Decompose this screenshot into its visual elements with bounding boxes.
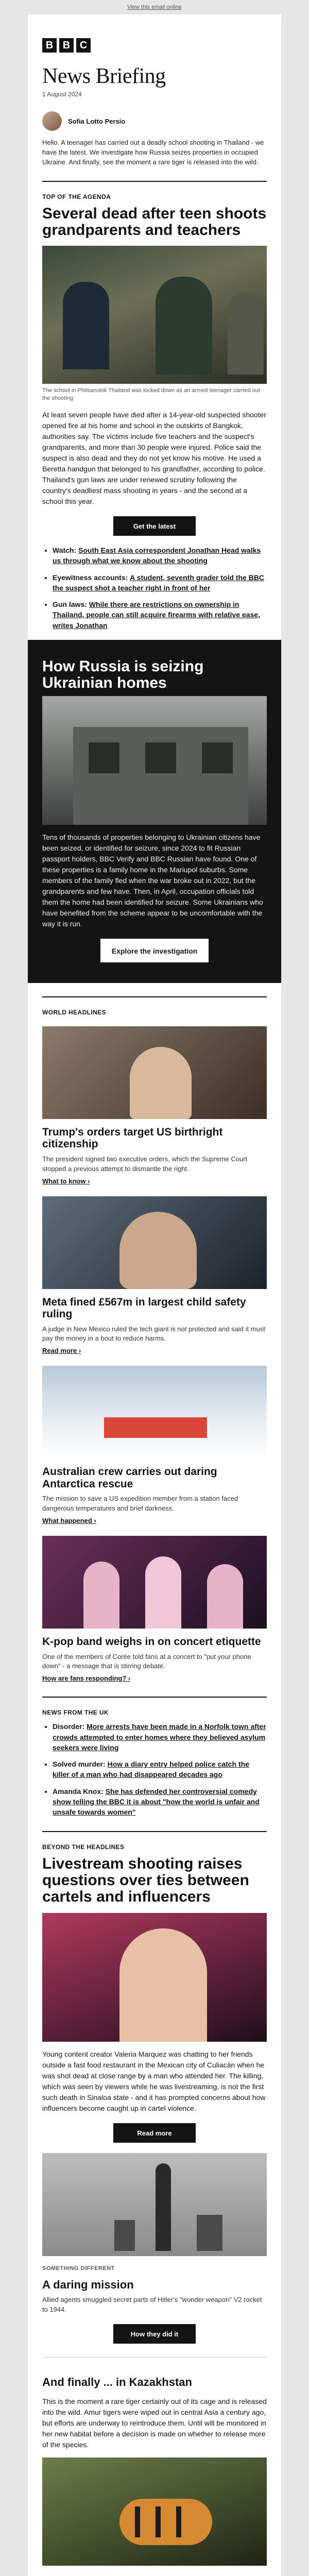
story-headline[interactable]: K-pop band weighs in on concert etiquette	[42, 1636, 261, 1648]
bullet-lead: Amanda Knox:	[53, 1787, 104, 1795]
list-item	[53, 572, 267, 594]
logo-letter: B	[59, 38, 74, 53]
author-row	[42, 111, 267, 131]
masthead	[28, 14, 281, 167]
something-different-tag: SOMETHING DIFFERENT	[42, 2265, 115, 2272]
world-story-1	[42, 1026, 267, 1186]
bbc-logo	[42, 38, 267, 53]
section-label-top: TOP OF THE AGENDA	[42, 181, 267, 200]
top-story-image[interactable]	[42, 246, 267, 384]
russia-text: Tens of thousands of properties belonging to Ukrainian citizens have been seized, or identified for seizure, since 2024 to fit Russian passport holders, BBC Verify and BBC Russian have found. One of these properties is a family home in the Mariupol suburbs. Some members of the family fled when the war broke out in 2022, but the grandparents and few have. Then, in April, occupation officials told them the home had been identified for seizure. Some Ukrainians who have benefited from the scheme appear to be uncomfortable with the way it is run.	[42, 833, 263, 928]
author-name: Sofia Lotto Persio	[68, 117, 126, 125]
story-headline[interactable]: Australian crew carries out daring Antarctica rescue	[42, 1466, 217, 1490]
story-link[interactable]: What to know ›	[42, 1177, 90, 1185]
list-item	[53, 545, 267, 566]
russia-headline[interactable]: How Russia is seizing Ukrainian homes	[42, 658, 204, 692]
story-link[interactable]: How are fans responding? ›	[42, 1674, 131, 1683]
newsletter-date: 1 August 2024	[42, 91, 82, 98]
story-link[interactable]: Read more ›	[42, 1347, 81, 1355]
story-text: The president signed two executive orders, which the Supreme Court stopped a previous attempt to dismantle the right.	[42, 1155, 248, 1173]
bullet-lead: Solved murder:	[53, 1760, 106, 1769]
bullet-lead: Gun laws:	[53, 600, 87, 609]
bullet-link[interactable]: While there are restrictions on ownership in Thailand, people can still acquire firearms with relative ease, writes Jonathan	[53, 600, 261, 630]
bullet-link[interactable]: She has defended her controversial comedy show telling the BBC it is about "how the world is unfair and unsafe towards women"	[53, 1787, 260, 1817]
bullet-lead: Eyewitness accounts:	[53, 573, 128, 582]
story-headline[interactable]: Trump's orders target US birthright citizenship	[42, 1126, 223, 1150]
view-online-link[interactable]: View this email online	[127, 4, 182, 10]
section-label-beyond: BEYOND THE HEADLINES	[42, 1831, 267, 1851]
bullet-link[interactable]: More arrests have been made in a Norfolk town after crowds attempted to enter homes where they believed asylum seekers were living	[53, 1722, 266, 1752]
email-body	[28, 14, 281, 2576]
story-link[interactable]: What happened ›	[42, 1517, 96, 1525]
finally-text: This is the moment a rare tiger certainly out of its cage and is released into the wild. Amur tigers were wiped out in central Asia a century ago, but efforts are underway to reintroduce them. Until will be monitored in her new habitat before a decision is made on whether to release more of the species.	[42, 2397, 267, 2449]
tiger-image[interactable]	[42, 2458, 267, 2566]
antarctica-image[interactable]	[42, 1366, 267, 1459]
finally-divider	[42, 2357, 267, 2369]
uk-bullets	[42, 1721, 267, 1817]
different-headline[interactable]: A daring mission	[42, 2278, 134, 2291]
russia-investigation	[28, 640, 281, 983]
world-story-3	[42, 1366, 267, 1526]
top-headline[interactable]: Several dead after teen shoots grandparents and teachers	[42, 205, 267, 239]
kpop-image[interactable]	[42, 1536, 267, 1629]
russia-image[interactable]	[42, 696, 267, 825]
world-story-4	[42, 1536, 267, 1683]
different-text: Allied agents smuggled secret parts of Hitler's "wonder weapon" V2 rocket to 1944.	[42, 2296, 262, 2314]
section-label-world: WORLD HEADLINES	[42, 996, 267, 1016]
bullet-lead: Disorder:	[53, 1722, 85, 1731]
intro-text: Hello. A teenager has carried out a deadly school shooting in Thailand - we have the latest. We investigate how Russia seizes properties in occupied Ukraine. And finally, see the moment a rare tiger is released into the wild.	[42, 139, 264, 166]
story-text: One of the members of Corée told fans at a concert to "put your phone down" - a message that is stirring debate.	[42, 1652, 251, 1670]
get-latest-button[interactable]: Get the latest	[113, 516, 196, 536]
story-text: A judge in New Mexico ruled the tech giant is not protected and said it must pay the money in a bout to reduce harms.	[42, 1325, 265, 1343]
list-item	[53, 599, 267, 631]
newsletter-title: News Briefing	[42, 64, 166, 88]
trump-image[interactable]	[42, 1026, 267, 1119]
list-item	[53, 1786, 267, 1818]
logo-letter: B	[42, 38, 57, 53]
story-headline[interactable]: Meta fined £567m in largest child safety ruling	[42, 1296, 246, 1320]
top-bullets	[42, 545, 267, 631]
read-more-button[interactable]: Read more	[113, 2123, 196, 2143]
explore-investigation-button[interactable]: Explore the investigation	[100, 939, 209, 962]
list-item	[53, 1721, 267, 1753]
meta-image[interactable]	[42, 1196, 267, 1289]
list-item	[53, 1759, 267, 1780]
how-they-did-it-button[interactable]: How they did it	[113, 2324, 196, 2344]
finally-headline[interactable]: And finally ... in Kazakhstan	[42, 2376, 192, 2389]
beyond-headline[interactable]: Livestream shooting raises questions over ties between cartels and influencers	[42, 1855, 249, 1906]
world-story-2	[42, 1196, 267, 1356]
v2-rocket-image[interactable]	[42, 2153, 267, 2256]
topbar	[0, 0, 309, 14]
bullet-lead: Watch:	[53, 546, 77, 554]
beyond-text: Young content creator Valeria Marquez was chatting to her friends outside a fast food restaurant in the Mexican city of Culiacán when he was shot dead at close range by a man who attended her. The killing, which was seen by viewers while he was livestreaming, is not the first such death in Sinaloa state - and it has prompted concerns about how influencers become caught up in cartel violence.	[42, 2049, 266, 2112]
section-label-uk: NEWS FROM THE UK	[42, 1697, 267, 1716]
bullet-link[interactable]: How a diary entry helped police catch the killer of a man who had disappeared decades ago	[53, 1760, 249, 1779]
author-avatar	[42, 111, 62, 131]
bullet-link[interactable]: A student, seventh grader told the BBC the suspect shot a teacher right in front of her	[53, 573, 265, 592]
bullet-link[interactable]: South East Asia correspondent Jonathan Head walks us through what we know about the shooting	[53, 546, 261, 565]
logo-letter: C	[76, 38, 91, 53]
story-text: The mission to save a US expedition member from a station faced dangerous temperatures and brief darkness.	[42, 1495, 238, 1513]
top-story-text: At least seven people have died after a 14-year-old suspected shooter opened fire at his home and school in the outskirts of Bangkok, authorities say. The victims include five teachers and the suspect's grandparents, and more than 30 people were injured. Police said the suspect is also dead and they do not yet know his motive. He used a Beretta handgun that belonged to his grandfather, according to police. Thailand's gun laws are under renewed scrutiny following the country's deadliest mass shooting in years - and the second at a school this year.	[42, 411, 267, 505]
top-image-caption: The school in Phitsanulok Thailand was locked down as an armed teenager carried out the shooting	[42, 387, 260, 402]
beyond-image[interactable]	[42, 1913, 267, 2042]
